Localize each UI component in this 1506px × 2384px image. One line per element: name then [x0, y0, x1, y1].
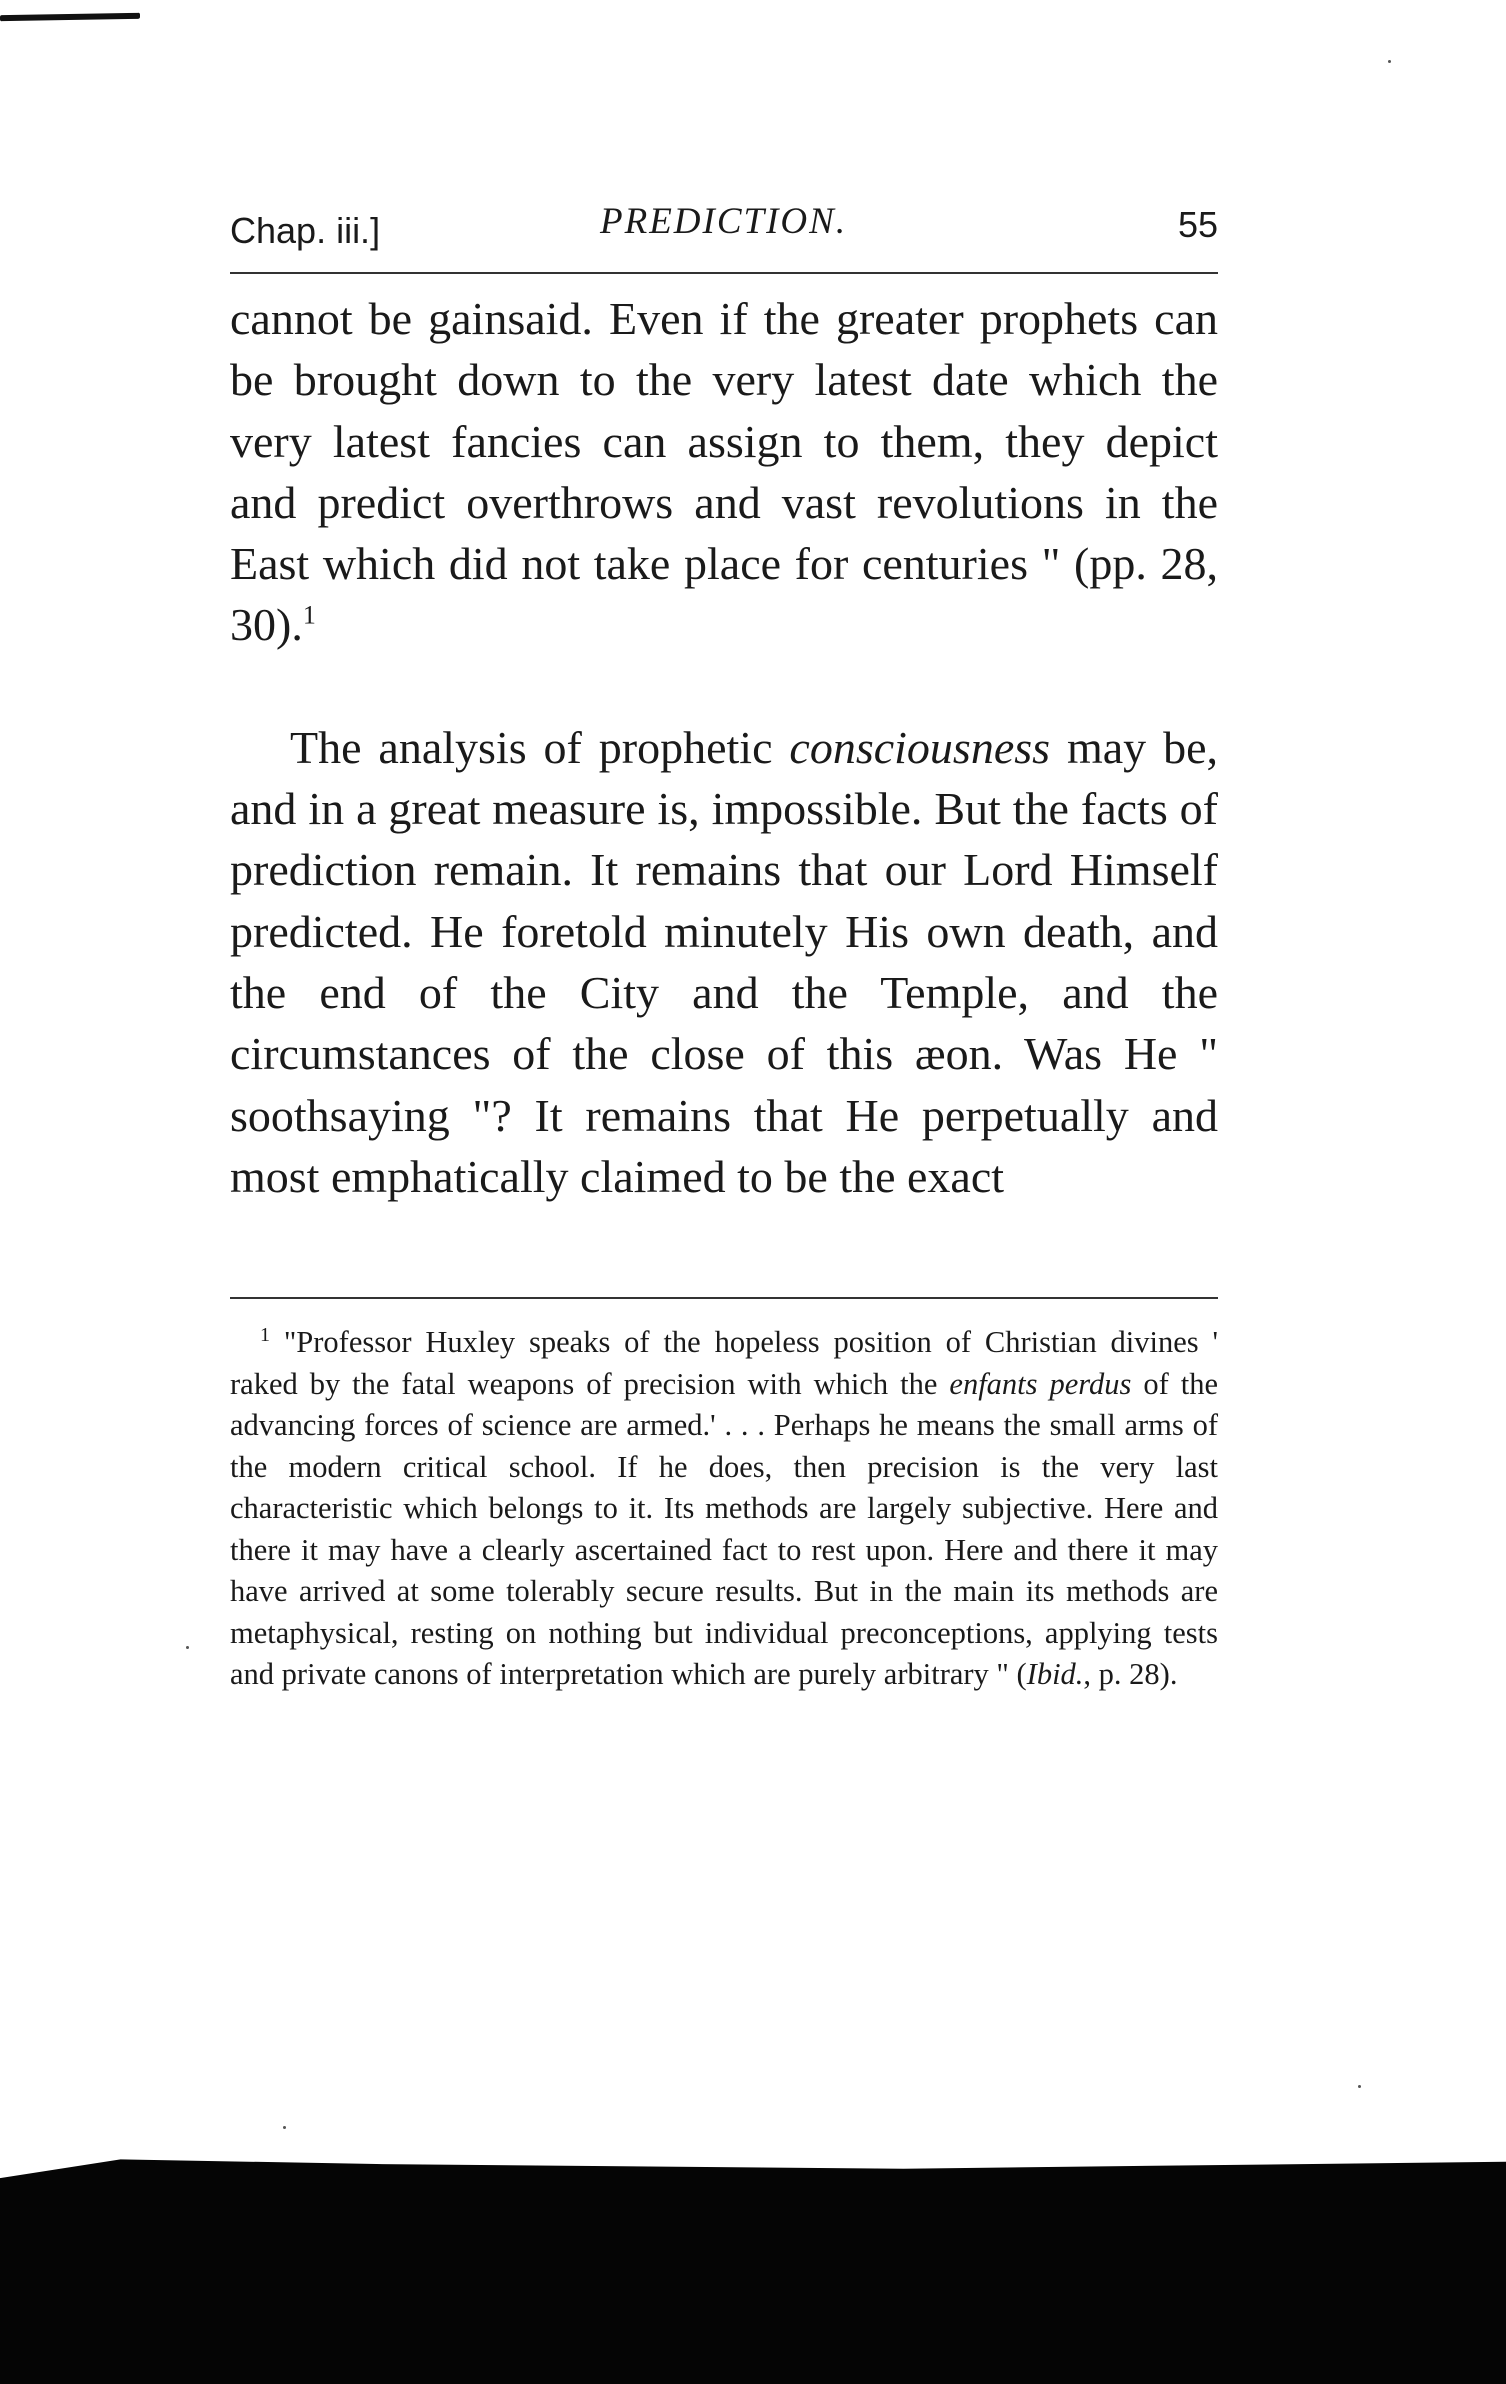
- footnote-rule: [230, 1297, 1218, 1299]
- footnote-text-c: , p. 28).: [1083, 1657, 1178, 1691]
- scan-speck: [1388, 60, 1391, 63]
- footnote-marker: 1: [260, 1323, 270, 1346]
- paragraph-2: [230, 717, 1218, 1207]
- scan-artifact-mark: [0, 13, 140, 21]
- header-rule: [230, 272, 1218, 274]
- scan-bottom-shadow: [0, 2150, 1506, 2384]
- paragraph-2-italic: consciousness: [789, 721, 1051, 773]
- running-title: PREDICTION.: [600, 201, 848, 242]
- paragraph-2-lead: The analysis of prophetic: [290, 721, 790, 773]
- chapter-label: Chap. iii.]: [230, 210, 381, 251]
- scan-speck: [1358, 2085, 1361, 2088]
- footnote-italic-a: enfants perdus: [949, 1366, 1132, 1401]
- paragraph-1: [230, 288, 1218, 656]
- page-number: 55: [1177, 204, 1218, 245]
- footnote-italic-b: Ibid.: [1026, 1657, 1084, 1691]
- paragraph-1-text: cannot be gainsaid. Even if the greater prophets can be brought down to the very latest date which the very latest fancies can assign to them, they depict and predict overthrows and vast revolutions in the East which did not take place for centuries " (pp. 28, 30).: [230, 293, 1218, 651]
- main-text: [230, 288, 1218, 1207]
- running-header: [230, 200, 1218, 260]
- footnote-text-a: "Professor Huxley speaks of the hopeless position of Christian divines ' raked by the fatal weapons of precision with which the: [230, 1325, 1219, 1401]
- scan-speck: [186, 1646, 189, 1649]
- footnote: [230, 1322, 1218, 1696]
- footnote-reference: 1: [302, 601, 316, 631]
- scan-speck: [283, 2126, 286, 2129]
- paragraph-2-rest: may be, and in a great measure is, impossible. But the facts of prediction remain. It remains that our Lord Himself predicted. He foretold minutely His own death, and the end of the City and the Temple, and the circumstances of the close of this æon. Was He " soothsaying "? It remains that He perpetually and most emphatically claimed to be the exact: [230, 721, 1218, 1202]
- footnote-text-b: of the advancing forces of science are armed.' . . . Perhaps he means the small arms of the modern critical school. If he does, then precision is the very last characteristic which belongs to it. Its methods are largely subjective. Here and there it may have a clearly ascertained fact to rest upon. Here and there it may have arrived at some tolerably secure results. But in the main its methods are metaphysical, resting on nothing but individual preconceptions, applying tests and private canons of interpretation which are purely arbitrary " (: [230, 1366, 1219, 1691]
